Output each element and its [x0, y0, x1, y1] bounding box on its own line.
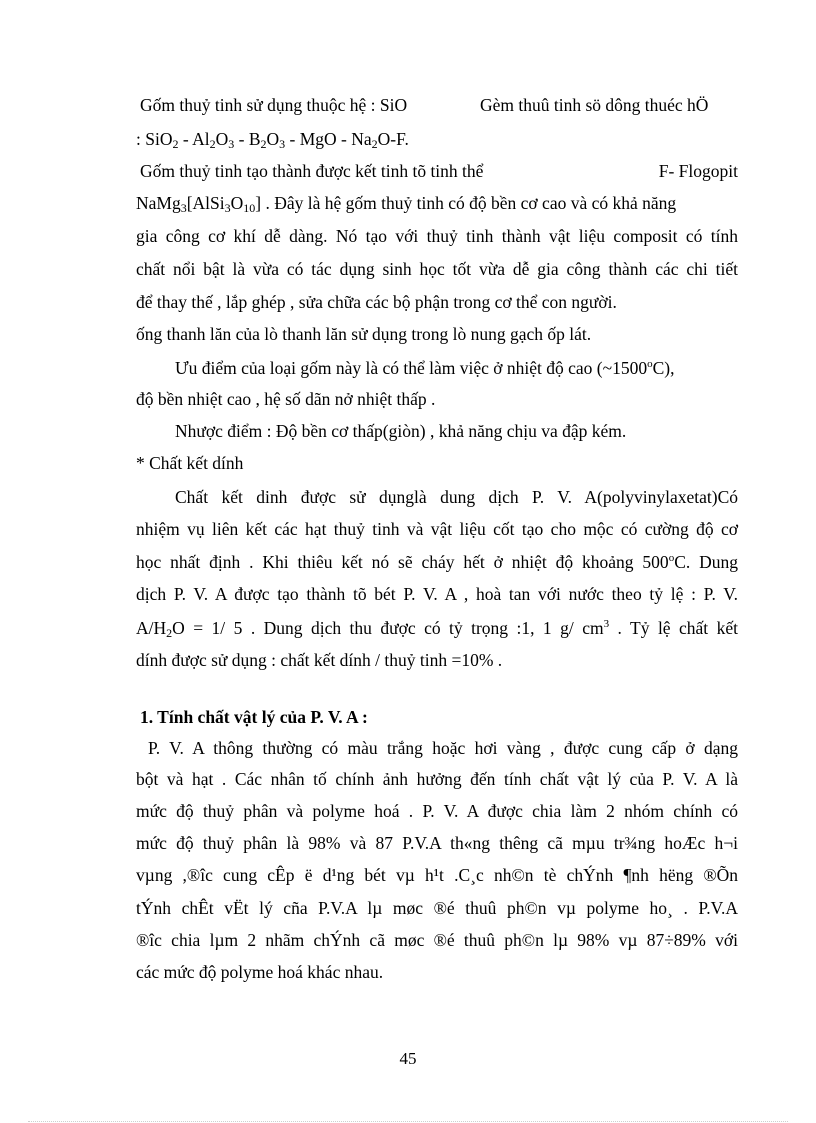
formula-line: $NaMg_3[AlSi_3O_{10}]$ . Đây là hệ gốm thuỷ tinh có độ bền cơ cao và có khả năng	[136, 193, 677, 215]
text-line: để thay thế , lắp ghép , sửa chữa các bộ phận trong cơ thể con người.	[136, 292, 617, 312]
text-line: $A/H_2O = 1/$ 5 . Dung dịch thu được có tỷ trọng :1, 1 g/ $cm^3$ . Tỷ lệ chất kết	[136, 618, 739, 640]
text-line: nhiệm vụ liên kết các hạt thuỷ tinh và vật liệu cốt tạo cho mộc có cường độ cơ	[136, 519, 738, 539]
text-line: chất nổi bật là vừa có tác dụng sinh học tốt vừa dễ gia công thành các chi tiết	[136, 259, 738, 279]
text-line: Chất kết dinh được sử dụnglà dung dịch P. V. A(polyvinylaxetat)Có	[175, 487, 738, 507]
text-line: gia công cơ khí dễ dàng. Nó tạo với thuỷ tinh thành vật liệu composit có tính	[136, 226, 738, 246]
text-line: mức độ thuỷ phân và polyme hoá . P. V. A được chia làm 2 nhóm chính có	[136, 801, 738, 821]
text-line: bột và hạt . Các nhân tố chính ảnh hưởng đến tính chất vật lý của P. V. A là	[136, 769, 738, 789]
text-line: độ bền nhiệt cao , hệ số dãn nở nhiệt thấp .	[136, 389, 436, 409]
text-line: Ưu điểm của loại gốm này là có thể làm việc ở nhiệt độ cao (~1500$^o$C),	[175, 358, 675, 378]
formula-line: : $SiO_2 - Al_2O_3 - B_2O_3$ - MgO - $Na_2O-F$.	[136, 129, 409, 151]
text-line: Gốm thuỷ tinh sử dụng thuộc hệ : SiO Gèm thuû tinh sö dông thuéc hÖ	[140, 95, 709, 115]
section-heading: 1. Tính chất vật lý của P. V. A :	[140, 707, 368, 727]
text-line: các mức độ polyme hoá khác nhau.	[136, 962, 384, 982]
text-line: ®îc chia lµm 2 nhãm chÝnh cã møc ®é thuû ph©n lµ 98% vµ 87÷89% với	[136, 930, 738, 950]
text-line: tÝnh chÊt vËt lý cña P.V.A lµ møc ®é thuû ph©n vµ polyme ho¸ . P.V.A	[136, 898, 738, 918]
section-label: * Chất kết dính	[136, 453, 244, 473]
page-bottom-divider	[28, 1121, 788, 1122]
text-line: dịch P. V. A được tạo thành tõ bét P. V. A , hoà tan với nước theo tỷ lệ : P. V.	[136, 584, 738, 604]
text-line: dính được sử dụng : chất kết dính / thuỷ tinh =10% .	[136, 650, 503, 670]
text-line: mức độ thuỷ phân là 98% và 87 P.V.A th«ng thêng cã mµu tr¾ng hoÆc h¬i	[136, 833, 738, 853]
text-line: P. V. A thông thường có màu trắng hoặc hơi vàng , được cung cấp ở dạng	[148, 738, 738, 758]
text-line: ống thanh lăn của lò thanh lăn sử dụng trong lò nung gạch ốp lát.	[136, 324, 592, 344]
text-line: Gốm thuỷ tinh tạo thành được kết tinh tõ tinh thể F- Flogopit	[140, 161, 738, 181]
text-line: vµng ,®îc cung cÊp ë d¹ng bét vµ h¹t .C¸c nh©n tè chÝnh ¶nh hëng ®Õn	[136, 865, 738, 885]
text-line: học nhất định . Khi thiêu kết nó sẽ cháy hết ở nhiệt độ khoảng 500$^o$C. Dung	[136, 552, 739, 572]
text-line: Nhược điểm : Độ bền cơ thấp(giòn) , khả năng chịu va đập kém.	[175, 421, 627, 441]
page-number: 45	[399, 1049, 417, 1068]
